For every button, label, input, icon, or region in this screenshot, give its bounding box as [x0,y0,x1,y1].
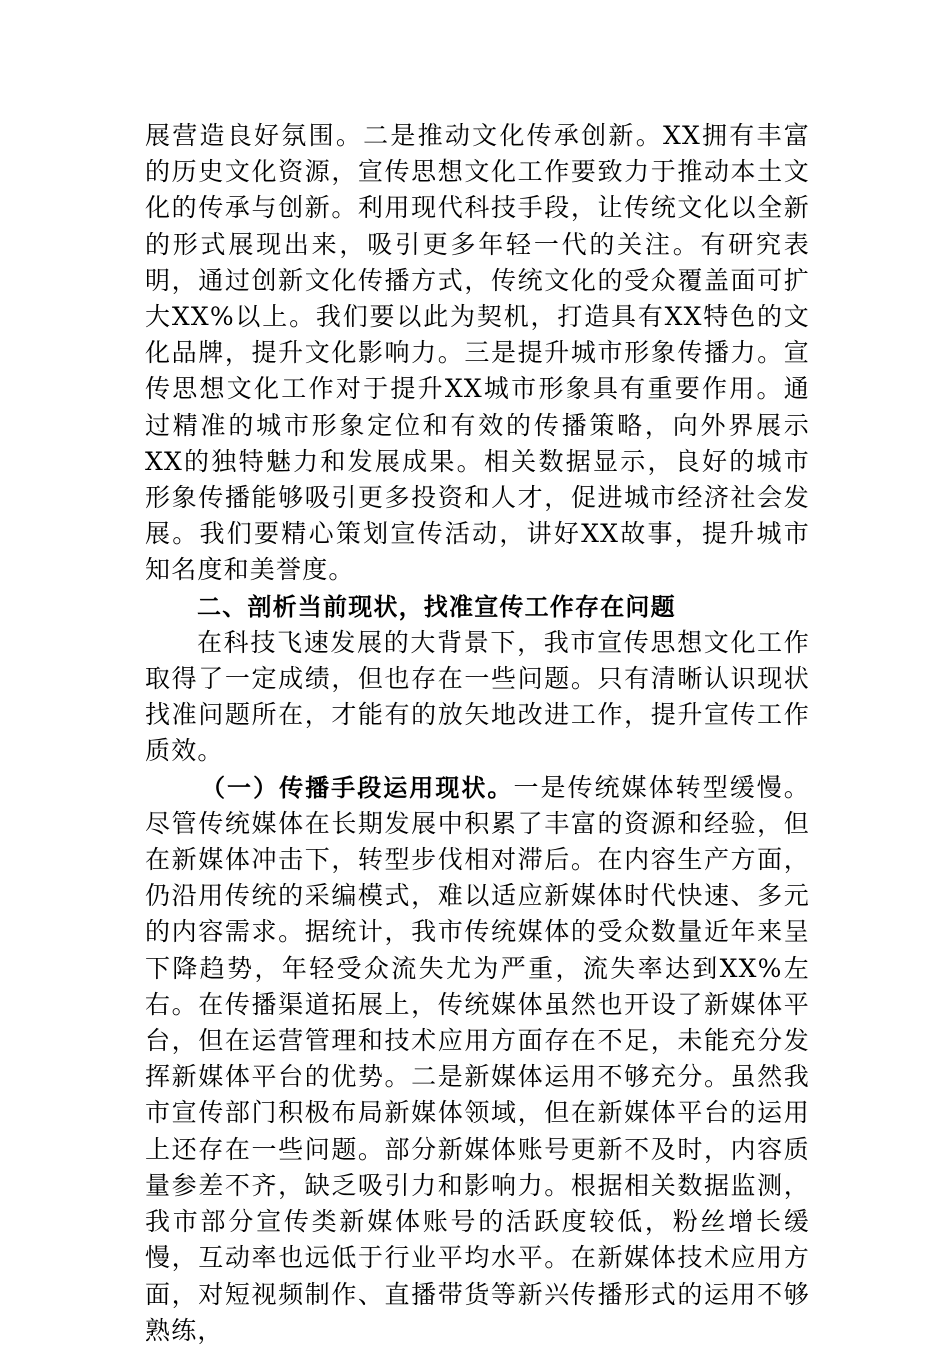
body-paragraph-subsection [145,770,810,1349]
body-paragraph-continued: 展营造良好氛围。二是推动文化传承创新。XX拥有丰富的历史文化资源，宣传思想文化工作要致力于推动本土文化的传承与创新。利用现代科技手段，让传统文化以全新的形式展现出来，吸引更多年轻一代的关注。有研究表明，通过创新文化传播方式，传统文化的受众覆盖面可扩大XX%以上。我们要以此为契机，打造具有XX特色的文化品牌，提升文化影响力。三是提升城市形象传播力。宣传思想文化工作对于提升XX城市形象具有重要作用。通过精准的城市形象定位和有效的传播策略，向外界展示XX的独特魅力和发展成果。相关数据显示，良好的城市形象传播能够吸引更多投资和人才，促进城市经济社会发展。我们要精心策划宣传活动，讲好XX故事，提升城市知名度和美誉度。 [145,121,810,585]
section-heading: 二、剖析当前现状，找准宣传工作存在问题 [197,592,676,621]
subsection-heading: （一）传播手段运用现状。 [201,773,514,802]
document-body [145,118,810,1349]
subsection-text: 一是传统媒体转型缓慢。尽管传统媒体在长期发展中积累了丰富的资源和经验，但在新媒体冲击下，转型步伐相对滞后。在内容生产方面，仍沿用传统的采编模式，难以适应新媒体时代快速、多元的内容需求。据统计，我市传统媒体的受众数量近年来呈下降趋势，年轻受众流失尤为严重，流失率达到XX%左右。在传播渠道拓展上，传统媒体虽然也开设了新媒体平台，但在运营管理和技术应用方面存在不足，未能充分发挥新媒体平台的优势。二是新媒体运用不够充分。虽然我市宣传部门积极布局新媒体领域，但在新媒体平台的运用上还存在一些问题。部分新媒体账号更新不及时，内容质量参差不齐，缺乏吸引力和影响力。根据相关数据监测，我市部分宣传类新媒体账号的活跃度较低，粉丝增长缓慢，互动率也远低于行业平均水平。在新媒体技术应用方面，对短视频制作、直播带货等新兴传播形式的运用不够熟练， [145,772,810,1345]
body-paragraph-intro: 在科技飞速发展的大背景下，我市宣传思想文化工作取得了一定成绩，但也存在一些问题。只有清晰认识现状找准问题所在，才能有的放矢地改进工作，提升宣传工作质效。 [145,627,810,766]
